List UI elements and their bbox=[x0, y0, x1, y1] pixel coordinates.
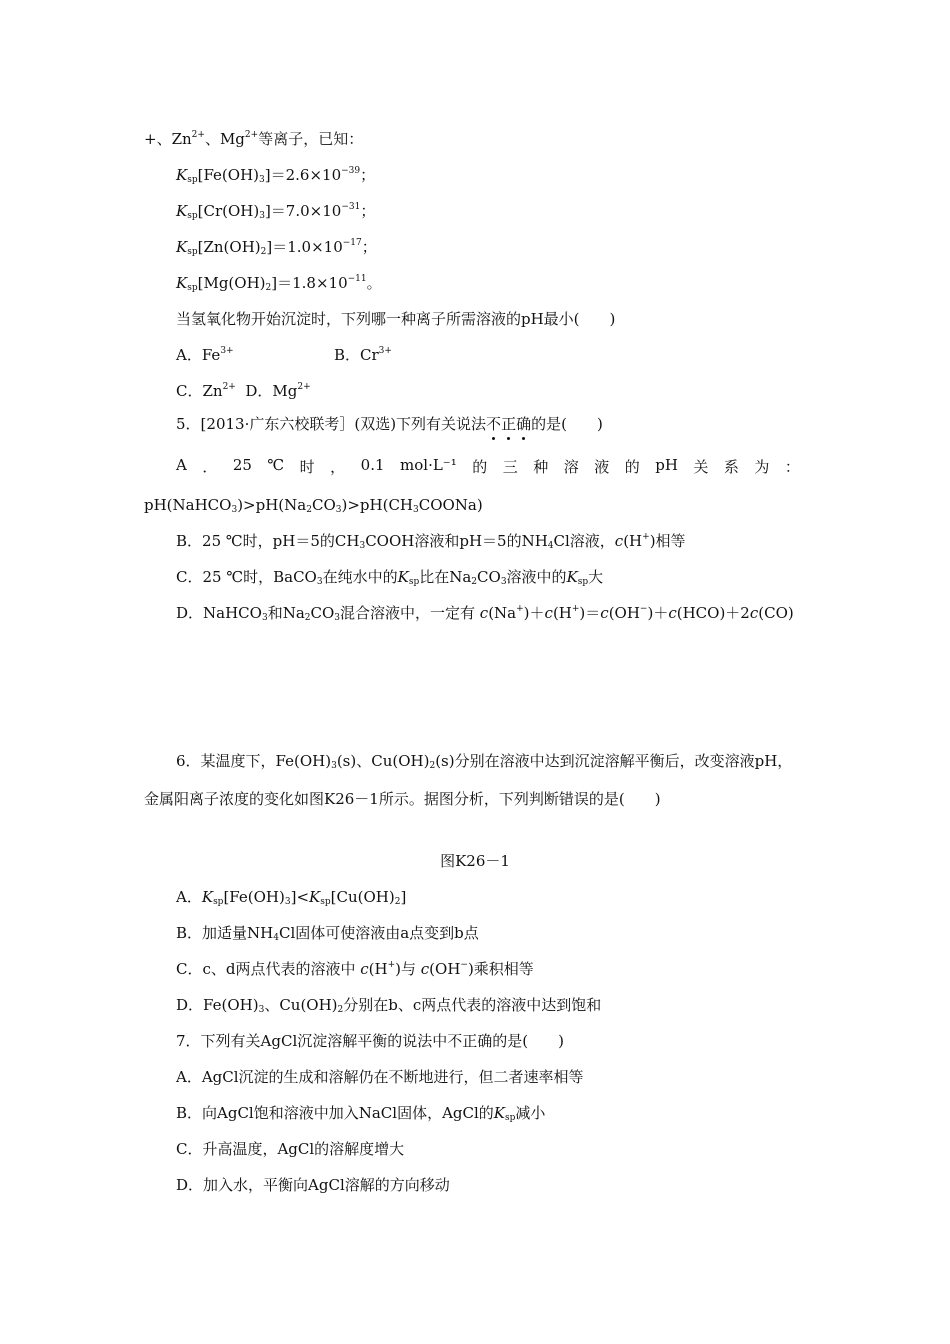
text-fragment: Cl固体可使溶液由a点变到b点 bbox=[278, 924, 479, 942]
q5-a-token: 0.1 bbox=[360, 456, 385, 474]
text-fragment: )相等 bbox=[649, 532, 686, 550]
text-fragment: )＝ bbox=[579, 604, 601, 622]
q6-stem-line1 bbox=[176, 751, 792, 771]
text-fragment: c bbox=[544, 604, 553, 622]
text-fragment: + bbox=[516, 604, 524, 614]
text-fragment: )>pH(CH bbox=[341, 496, 413, 514]
text-fragment: B．向AgCl饱和溶液中加入NaCl固体，AgCl的 bbox=[176, 1104, 494, 1122]
text-fragment: K bbox=[566, 568, 578, 586]
text-fragment: (CO) bbox=[758, 604, 794, 622]
text-fragment: sp bbox=[320, 897, 331, 907]
ksp-formula: [Mg(OH) bbox=[197, 274, 266, 292]
ksp-exp: −11 bbox=[347, 274, 367, 284]
ksp-value: ]＝2.6×10 bbox=[264, 166, 342, 184]
text-fragment: 3 bbox=[258, 1005, 265, 1015]
text-fragment: )＋ bbox=[647, 604, 669, 622]
ksp-symbol: K bbox=[176, 238, 188, 256]
intro-lead-sup: 2+ bbox=[191, 130, 205, 140]
ksp-end: ； bbox=[360, 202, 376, 220]
q5-a-token: 系 bbox=[723, 458, 739, 476]
text-fragment: 、Cu(OH) bbox=[264, 996, 338, 1014]
text-fragment: 3 bbox=[261, 613, 268, 623]
text-fragment: 比在Na bbox=[419, 568, 472, 586]
q7-option-c: C．升高温度，AgCl的溶解度增大 bbox=[176, 1140, 405, 1158]
text-fragment: )＋ bbox=[523, 604, 545, 622]
q5-a-token: ℃ bbox=[267, 456, 285, 474]
ksp-sub: sp bbox=[187, 283, 198, 293]
emphasis-char: 确 bbox=[516, 415, 532, 433]
q7-stem: 7．下列有关AgCl沉淀溶解平衡的说法中不正确的是( ) bbox=[176, 1032, 564, 1050]
text-fragment: C．c、d两点代表的溶液中 bbox=[176, 960, 361, 978]
q5-option-d bbox=[176, 603, 794, 623]
ksp-formula-sub: 3 bbox=[259, 175, 265, 185]
intro-mid: 、Mg bbox=[204, 130, 245, 148]
text-fragment: (H bbox=[368, 960, 388, 978]
q6-option-c bbox=[176, 959, 534, 979]
text-fragment: K bbox=[397, 568, 409, 586]
text-fragment: D．NaHCO bbox=[176, 604, 262, 622]
q5-a-token: ． bbox=[202, 458, 218, 476]
text-fragment: 2 bbox=[471, 577, 478, 587]
q4-option-c-sup: 2+ bbox=[222, 382, 236, 392]
text-fragment: sp bbox=[408, 577, 420, 587]
ksp-cr bbox=[176, 201, 375, 221]
ksp-formula-sub: 2 bbox=[260, 247, 267, 257]
text-fragment: ] bbox=[400, 888, 407, 906]
text-fragment: 6．某温度下，Fe(OH) bbox=[176, 752, 332, 770]
ksp-exp: −39 bbox=[341, 166, 361, 176]
text-fragment: (s)、Cu(OH) bbox=[336, 752, 430, 770]
text-fragment: B．25 ℃时，pH＝5的CH bbox=[176, 532, 360, 550]
q5-a-token: 的 bbox=[624, 458, 640, 476]
text-fragment: (H bbox=[623, 532, 643, 550]
text-fragment: 3 bbox=[359, 541, 366, 551]
q6-option-d bbox=[176, 995, 601, 1015]
ksp-formula: [Zn(OH) bbox=[197, 238, 261, 256]
q5-a-token: 时 bbox=[299, 458, 315, 476]
text-fragment: − bbox=[639, 604, 648, 614]
text-fragment: 2 bbox=[429, 761, 436, 771]
ksp-symbol: K bbox=[176, 274, 188, 292]
q5-a-token: 三 bbox=[502, 458, 518, 476]
text-fragment: sp bbox=[213, 897, 224, 907]
text-fragment: c bbox=[668, 604, 677, 622]
text-fragment: A． bbox=[176, 888, 202, 906]
ksp-end: 。 bbox=[366, 274, 382, 292]
q4-option-b-text: B．Cr bbox=[334, 346, 379, 364]
text-fragment: 3 bbox=[334, 613, 341, 623]
q5-a-token: 溶 bbox=[563, 458, 579, 476]
q5-option-c bbox=[176, 567, 603, 587]
text-fragment: 3 bbox=[316, 577, 323, 587]
text-fragment: K bbox=[309, 888, 321, 906]
q5-option-a-line1 bbox=[176, 456, 800, 477]
intro-mid-sup: 2+ bbox=[244, 130, 259, 140]
text-fragment: 3 bbox=[284, 897, 291, 907]
text-fragment: sp bbox=[577, 577, 589, 587]
q4-stem: 当氢氧化物开始沉淀时，下列哪一种离子所需溶液的pH最小( ) bbox=[176, 310, 616, 328]
text-fragment: c bbox=[479, 604, 489, 622]
ksp-sub: sp bbox=[187, 175, 198, 185]
ksp-value: ]＝1.8×10 bbox=[271, 274, 348, 292]
text-fragment: (OH bbox=[608, 604, 640, 622]
q4-option-a-text: A．Fe bbox=[176, 346, 221, 364]
text-fragment: 2 bbox=[304, 613, 311, 623]
q4-option-b bbox=[334, 345, 392, 365]
ksp-symbol: K bbox=[176, 202, 188, 220]
ksp-zn bbox=[176, 237, 377, 257]
text-fragment: ]< bbox=[290, 888, 310, 906]
ksp-fe bbox=[176, 165, 375, 185]
q4-option-a-sup: 3+ bbox=[220, 346, 234, 356]
text-fragment: 2 bbox=[306, 505, 312, 515]
q4-options-cd bbox=[176, 381, 311, 401]
text-fragment: 混合溶液中，一定有 bbox=[340, 604, 480, 622]
text-fragment: sp bbox=[505, 1113, 516, 1123]
q5-a-token: 液 bbox=[594, 458, 610, 476]
q4-option-a bbox=[176, 345, 234, 365]
q5-stem bbox=[176, 414, 603, 434]
ksp-formula: [Cr(OH) bbox=[197, 202, 260, 220]
q5-a-token: 25 bbox=[232, 456, 252, 474]
text-fragment: 分别在b、c两点代表的溶液中达到饱和 bbox=[343, 996, 602, 1014]
text-fragment: )>pH(Na bbox=[237, 496, 307, 514]
q5-stem-post: 的是( ) bbox=[531, 415, 603, 433]
q5-a-token: 种 bbox=[533, 458, 549, 476]
q5-a-token: A bbox=[176, 456, 187, 474]
text-fragment: CO bbox=[310, 604, 335, 622]
q5-a-token: ， bbox=[330, 458, 346, 476]
text-fragment: − bbox=[460, 960, 468, 970]
ksp-exp: −17 bbox=[342, 238, 362, 248]
text-fragment: + bbox=[642, 532, 650, 542]
figure-caption: 图K26－1 bbox=[440, 852, 510, 870]
intro-line bbox=[144, 129, 363, 149]
text-fragment: CO bbox=[477, 568, 501, 586]
ksp-end: ； bbox=[361, 238, 377, 256]
ksp-value: ]＝1.0×10 bbox=[266, 238, 343, 256]
ksp-end: ； bbox=[360, 166, 376, 184]
q5-option-b bbox=[176, 531, 686, 551]
ksp-formula-sub: 2 bbox=[265, 283, 272, 293]
intro-lead: +、Zn bbox=[144, 130, 192, 148]
text-fragment: 3 bbox=[500, 577, 507, 587]
q6-option-b bbox=[176, 923, 479, 943]
text-fragment: )与 bbox=[395, 960, 421, 978]
text-fragment: 4 bbox=[273, 933, 279, 943]
q7-option-a: A．AgCl沉淀的生成和溶解仍在不断地进行，但二者速率相等 bbox=[176, 1068, 584, 1086]
q5-stem-pre: 5．[2013·广东六校联考］(双选)下列有关说法 bbox=[176, 415, 487, 433]
q4-option-d-text: D．Mg bbox=[245, 382, 298, 400]
text-fragment: 3 bbox=[331, 761, 337, 771]
text-fragment: 4 bbox=[547, 541, 554, 551]
text-fragment: CO bbox=[311, 496, 336, 514]
text-fragment: (s)分别在溶液中达到沉淀溶解平衡后，改变溶液pH， bbox=[435, 752, 793, 770]
q5-a-token: mol·L⁻¹ bbox=[400, 456, 457, 474]
q7-option-b bbox=[176, 1103, 545, 1123]
text-fragment: C．25 ℃时，BaCO bbox=[176, 568, 317, 586]
q5-a-token: 的 bbox=[472, 458, 488, 476]
text-fragment: Cl溶液， bbox=[553, 532, 615, 550]
text-fragment: [Fe(OH) bbox=[223, 888, 285, 906]
text-fragment: 2 bbox=[394, 897, 401, 907]
q5-a-token: 为 bbox=[754, 458, 770, 476]
text-fragment: 3 bbox=[413, 505, 419, 515]
text-fragment: K bbox=[201, 888, 214, 906]
text-fragment: 溶液中的 bbox=[506, 568, 567, 586]
emphasis-char: 正 bbox=[501, 415, 517, 433]
text-fragment: (H bbox=[552, 604, 572, 622]
text-fragment: B．加适量NH bbox=[176, 924, 274, 942]
text-fragment: K bbox=[493, 1104, 506, 1122]
text-fragment: (OH bbox=[429, 960, 461, 978]
q5-a-token: pH bbox=[655, 456, 678, 474]
intro-tail: 等离子，已知： bbox=[258, 130, 364, 148]
ksp-value: ]＝7.0×10 bbox=[264, 202, 342, 220]
ksp-formula-sub: 3 bbox=[259, 211, 265, 221]
text-fragment: c bbox=[600, 604, 609, 622]
q4-option-c-text: C．Zn bbox=[176, 382, 223, 400]
text-fragment: + bbox=[571, 604, 580, 614]
text-fragment: 2 bbox=[337, 1005, 344, 1015]
text-fragment: [Cu(OH) bbox=[330, 888, 395, 906]
text-fragment: 3 bbox=[231, 505, 238, 515]
emphasis-char: 不 bbox=[486, 415, 502, 433]
text-fragment: + bbox=[387, 960, 396, 970]
q5-a-token: 关 bbox=[693, 458, 709, 476]
text-fragment: c bbox=[420, 960, 430, 978]
q4-option-b-sup: 3+ bbox=[378, 346, 392, 356]
text-fragment: 大 bbox=[588, 568, 604, 586]
text-fragment: )乘积相等 bbox=[467, 960, 534, 978]
ksp-mg bbox=[176, 273, 382, 293]
q5-option-a-line2 bbox=[144, 495, 483, 515]
q5-a-token: ： bbox=[784, 458, 800, 476]
text-fragment: COOH溶液和pH＝5的NH bbox=[365, 532, 548, 550]
text-fragment: c bbox=[360, 960, 369, 978]
ksp-formula: [Fe(OH) bbox=[197, 166, 260, 184]
text-fragment: (HCO)＋2 bbox=[676, 604, 750, 622]
text-fragment: c bbox=[749, 604, 759, 622]
text-fragment: 3 bbox=[335, 505, 342, 515]
text-fragment: pH(NaHCO bbox=[144, 496, 232, 514]
text-fragment: c bbox=[614, 532, 624, 550]
text-fragment: 在纯水中的 bbox=[322, 568, 398, 586]
q6-option-a bbox=[176, 887, 406, 907]
text-fragment: 减小 bbox=[515, 1104, 546, 1122]
text-fragment: D．Fe(OH) bbox=[176, 996, 259, 1014]
text-fragment: 和Na bbox=[267, 604, 305, 622]
q7-option-d: D．加入水，平衡向AgCl溶解的方向移动 bbox=[176, 1176, 450, 1194]
ksp-symbol: K bbox=[176, 166, 188, 184]
q6-stem-line2: 金属阳离子浓度的变化如图K26－1所示。据图分析，下列判断错误的是( ) bbox=[144, 790, 661, 808]
text-fragment: (Na bbox=[488, 604, 517, 622]
q4-option-d-sup: 2+ bbox=[297, 382, 311, 392]
ksp-sub: sp bbox=[187, 247, 198, 257]
ksp-sub: sp bbox=[187, 211, 198, 221]
ksp-exp: −31 bbox=[341, 202, 361, 212]
text-fragment: COONa) bbox=[418, 496, 483, 514]
